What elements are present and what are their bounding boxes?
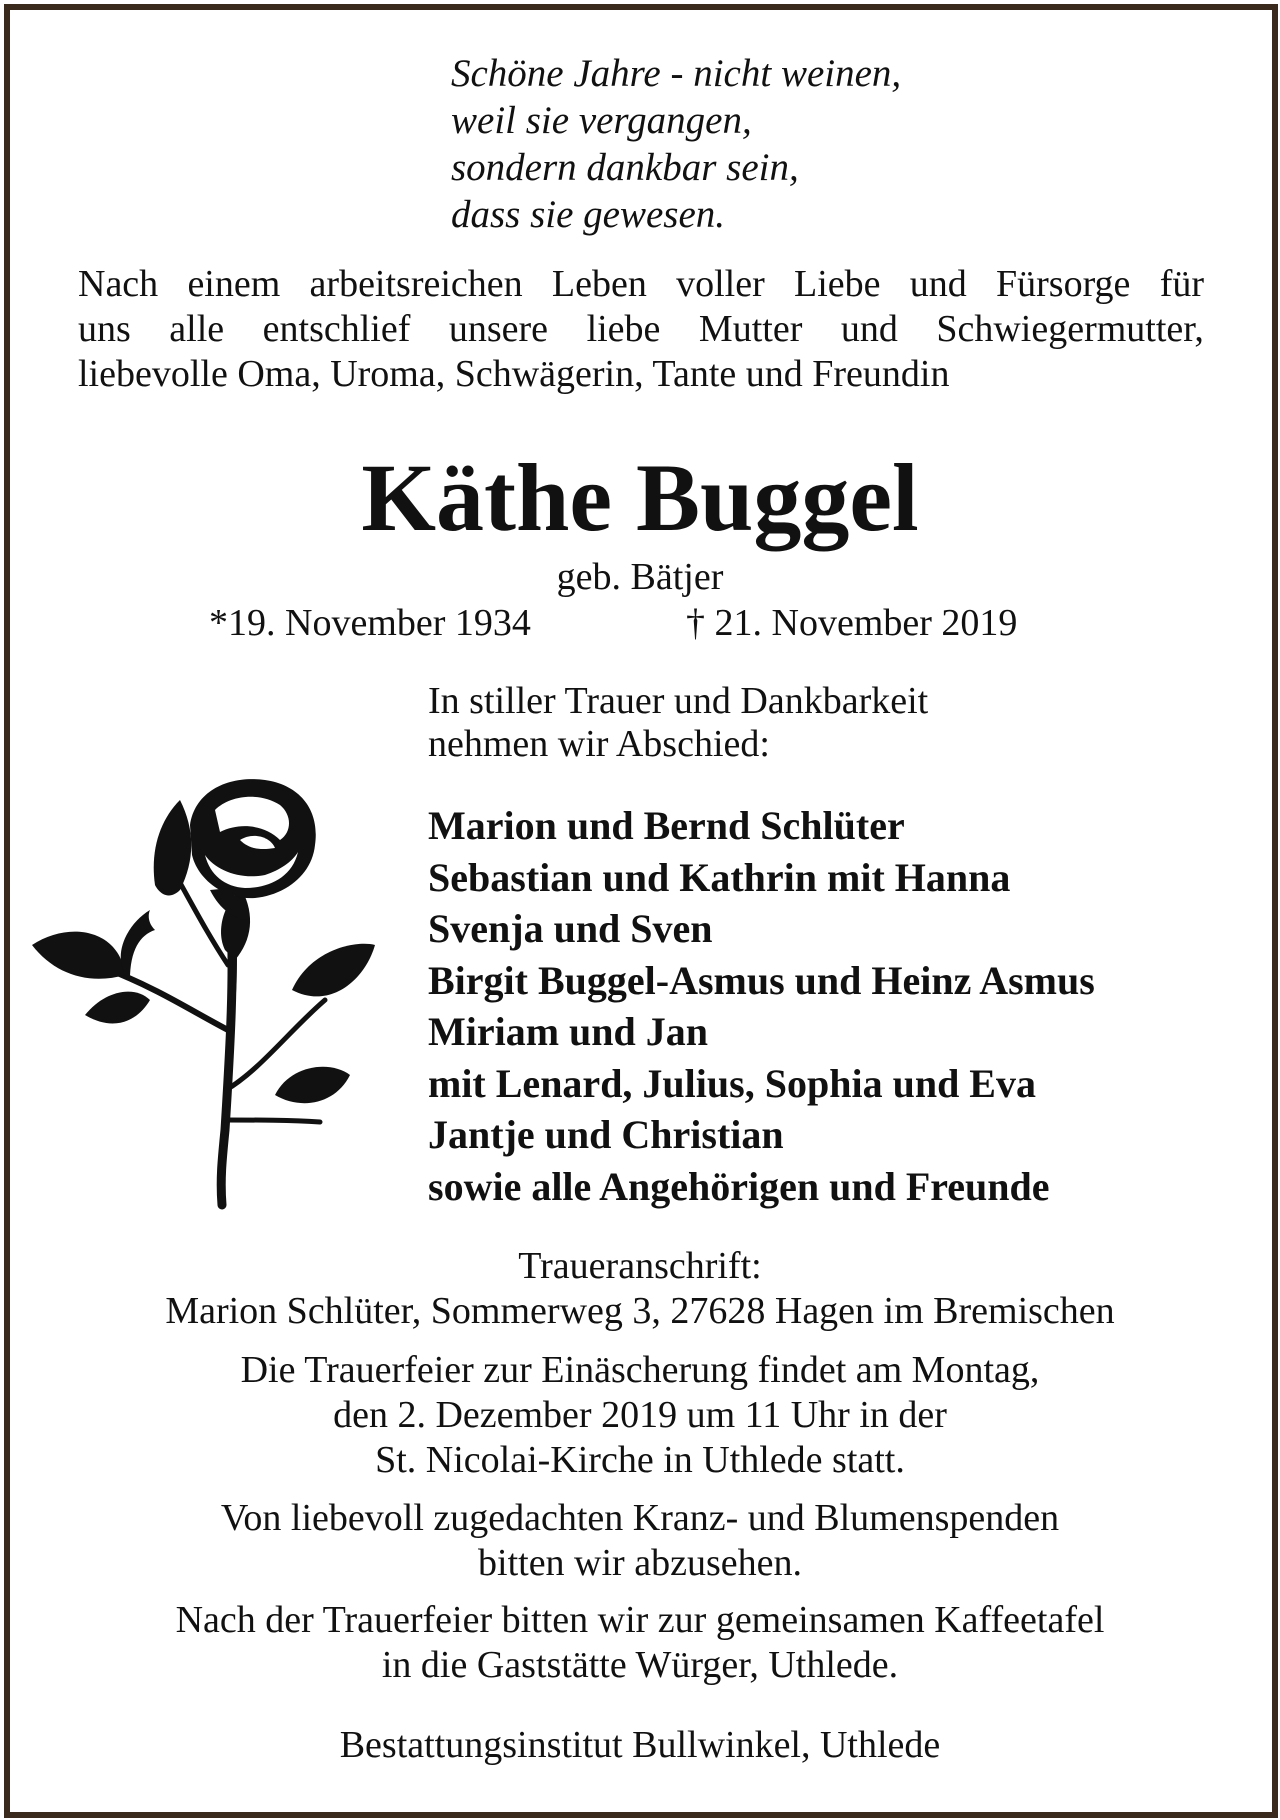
family-member: Marion und Bernd Schlüter (428, 803, 905, 848)
word: Nach (78, 263, 159, 305)
deceased-name: Käthe Buggel (361, 444, 919, 551)
birth-date: *19. November 1934 (209, 602, 531, 644)
grief-line: In stiller Trauer und Dankbarkeit (428, 680, 929, 722)
ceremony-line: den 2. Dezember 2019 um 11 Uhr in der (333, 1394, 947, 1436)
poem-line: weil sie vergangen, (451, 99, 752, 142)
family-member: Miriam und Jan (428, 1009, 709, 1054)
poem-line: Schöne Jahre - nicht weinen, (451, 52, 902, 95)
death-date: † 21. November 2019 (686, 602, 1018, 644)
word: Liebe (794, 263, 881, 305)
word: voller (676, 263, 765, 305)
poem (451, 50, 901, 238)
word: arbeitsreichen (309, 263, 523, 305)
ceremony-line: Die Trauerfeier zur Einäscherung findet am Montag, (240, 1349, 1040, 1391)
family-member: Svenja und Sven (428, 906, 713, 951)
word: Schwiegermutter, (936, 308, 1204, 350)
intro-line (78, 262, 1204, 307)
word: liebe (586, 308, 661, 350)
family-list (428, 800, 1095, 1212)
grief-text (428, 680, 928, 766)
word: alle (169, 308, 225, 350)
word: uns (78, 308, 131, 350)
word: unsere (448, 308, 549, 350)
rose-icon (30, 770, 390, 1210)
birth-name: geb. Bätjer (556, 556, 724, 598)
word: und (909, 263, 967, 305)
flowers-line: Von liebevoll zugedachten Kranz- und Blumenspenden (220, 1497, 1060, 1539)
coffee-line: Nach der Trauerfeier bitten wir zur gemeinsamen Kaffeetafel (175, 1599, 1105, 1641)
word: und (840, 308, 898, 350)
word: Mutter (698, 308, 803, 350)
family-member: Birgit Buggel-Asmus und Heinz Asmus (428, 957, 1095, 1003)
poem-line: sondern dankbar sein, (451, 146, 799, 189)
undertaker: Bestattungsinstitut Bullwinkel, Uthlede (339, 1724, 941, 1766)
family-member: mit Lenard, Julius, Sophia und Eva (428, 1060, 1036, 1106)
family-member: Jantje und Christian (428, 1112, 784, 1157)
word: Leben (551, 263, 647, 305)
family-member: Sebastian und Kathrin mit Hanna (428, 854, 1011, 900)
word: für (1159, 263, 1204, 305)
family-member: sowie alle Angehörigen und Freunde (428, 1163, 1050, 1209)
grief-line: nehmen wir Abschied: (428, 723, 770, 765)
word: Fürsorge (996, 263, 1131, 305)
poem-line: dass sie gewesen. (451, 193, 726, 236)
flowers-line: bitten wir abzusehen. (478, 1542, 802, 1584)
ceremony-line: St. Nicolai-Kirche in Uthlede statt. (375, 1439, 905, 1481)
address-label: Traueranschrift: (518, 1245, 762, 1287)
coffee-line: in die Gaststätte Würger, Uthlede. (381, 1644, 899, 1686)
word: entschlief (262, 308, 411, 350)
word: einem (187, 263, 281, 305)
address-line: Marion Schlüter, Sommerweg 3, 27628 Hagen im Bremischen (165, 1290, 1115, 1332)
intro-line: liebevolle Oma, Uroma, Schwägerin, Tante und Freundin (78, 353, 950, 395)
intro-text (78, 262, 1204, 397)
intro-line (78, 307, 1204, 352)
